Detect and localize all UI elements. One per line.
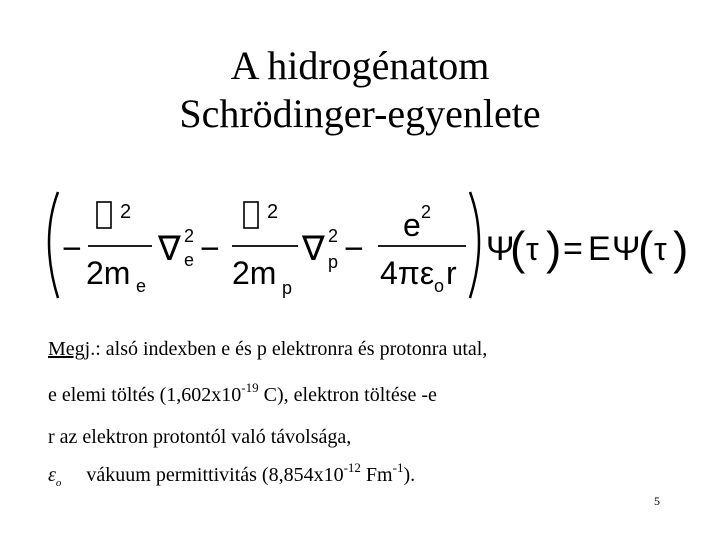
right-big-bracket bbox=[470, 192, 479, 298]
tau-2: τ bbox=[654, 231, 667, 267]
note-line-2-text-a: e elemi töltés (1,602x10 bbox=[48, 384, 242, 406]
denominator-3-r: r bbox=[446, 255, 457, 291]
hbar-exponent-1: 2 bbox=[120, 201, 132, 223]
title-line-2: Schrödinger-egyenlete bbox=[179, 91, 541, 136]
megj-label: Megj bbox=[48, 338, 91, 360]
nabla-1-sup: 2 bbox=[184, 226, 195, 246]
schrodinger-equation bbox=[0, 180, 720, 310]
hbar-exponent-2: 2 bbox=[267, 201, 279, 223]
note-line-4-text-c: ). bbox=[403, 464, 416, 486]
energy-E: E bbox=[588, 230, 611, 268]
rparen-2: ) bbox=[673, 222, 689, 274]
hbar-placeholder-icon bbox=[244, 202, 258, 228]
minus-sign-3: − bbox=[344, 230, 364, 268]
nabla-2-sub: p bbox=[328, 252, 339, 272]
denominator-2: 2m bbox=[232, 255, 277, 291]
denominator-3-sub: o bbox=[434, 276, 445, 296]
slide-title bbox=[0, 42, 720, 138]
nabla-1-sub: e bbox=[184, 250, 195, 270]
epsilon-glyph: ε bbox=[48, 464, 56, 486]
note-line-4 bbox=[48, 460, 416, 489]
denominator-3: 4πε bbox=[380, 255, 435, 291]
denominator-1: 2m bbox=[86, 255, 131, 291]
lparen-2: ( bbox=[638, 222, 654, 274]
note-line-2 bbox=[48, 380, 437, 407]
hbar-placeholder-icon bbox=[97, 202, 111, 228]
epsilon-symbol bbox=[48, 464, 62, 489]
denominator-1-sub: e bbox=[136, 276, 147, 296]
rparen-1: ) bbox=[546, 222, 562, 274]
equals-sign: = bbox=[563, 230, 583, 268]
psi-2: Ψ bbox=[612, 230, 641, 268]
lparen-1: ( bbox=[510, 222, 526, 274]
note-line-4-text-a: vákuum permittivitás (8,854x10 bbox=[86, 464, 344, 486]
note-line-4-sup-2: -1 bbox=[392, 460, 404, 475]
note-line-1-text: .: alsó indexben e és p elektronra és protonra utal, bbox=[90, 338, 488, 360]
minus-sign-1: − bbox=[62, 230, 82, 268]
page-number: 5 bbox=[654, 494, 660, 508]
note-line-3: r az elektron protontól való távolsága, bbox=[48, 426, 352, 448]
psi-1: Ψ bbox=[486, 230, 515, 268]
charge-e-sup: 2 bbox=[421, 202, 432, 222]
nabla-2-sup: 2 bbox=[328, 226, 339, 246]
epsilon-sub: o bbox=[55, 477, 62, 489]
tau-1: τ bbox=[526, 231, 539, 267]
left-big-bracket bbox=[49, 192, 58, 298]
note-line-4-text-b: Fm bbox=[360, 464, 393, 486]
title-line-1: A hidrogénatom bbox=[230, 43, 490, 88]
minus-sign-2: − bbox=[200, 230, 220, 268]
nabla-1: ∇ bbox=[158, 230, 181, 268]
note-line-2-sup: -19 bbox=[241, 380, 259, 395]
denominator-2-sub: p bbox=[282, 278, 293, 298]
note-line-4-sup-1: -12 bbox=[343, 460, 361, 475]
nabla-2: ∇ bbox=[302, 230, 325, 268]
note-line-2-text-b: C), elektron töltése -e bbox=[258, 384, 437, 406]
note-line-1 bbox=[48, 338, 487, 361]
charge-e: e bbox=[403, 207, 421, 243]
